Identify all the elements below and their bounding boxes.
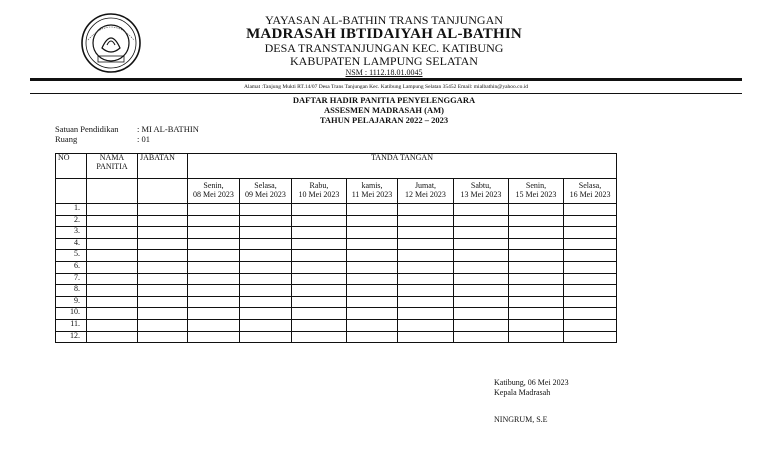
table-row [56,227,617,239]
signature-role: Kepala Madrasah [494,387,551,397]
row-number: 1. [56,204,87,216]
table-row [56,331,617,343]
title-line-1: DAFTAR HADIR PANITIA PENYELENGGARA [292,95,476,105]
foundation-name: YAYASAN AL-BATHIN TRANS TANJUNGAN [265,13,503,27]
days-blank-cell [56,179,87,204]
day-header-cell: Senin, 15 Mei 2023 [509,179,564,204]
table-days-row [56,179,617,204]
satuan-value: : MI AL-BATHIN [137,124,199,134]
row-number: 5. [56,250,87,262]
header-jabatan: JABATAN [138,154,188,179]
day-header-cell: Selasa, 09 Mei 2023 [240,179,292,204]
table-body [56,204,617,343]
row-number: 9. [56,296,87,308]
ruang-label: Ruang [55,134,78,145]
nsm-line: NSM : 1112.18.01.0045 [345,67,423,77]
village-line: DESA TRANSTANJUNGAN KEC. KATIBUNG [264,41,504,56]
days-blank-cell [87,179,138,204]
row-number: 3. [56,227,87,239]
day-header-cell: Jumat, 12 Mei 2023 [398,179,454,204]
row-number: 2. [56,215,87,227]
table-row [56,250,617,262]
table-row [56,308,617,320]
header-tanda-tangan: TANDA TANGAN [188,154,617,179]
letterhead-divider-thin [30,93,742,94]
row-number: 8. [56,285,87,297]
row-number: 12. [56,331,87,343]
header-nama-panitia: NAMA PANITIA [87,154,138,179]
table-row [56,319,617,331]
table-header-row [56,154,617,179]
header-no: NO [56,154,87,179]
school-address: Alamat :Tanjung Mukti RT.14/07 Desa Trans Tanjungan Kec. Katibung Lampung Selatan 35452 Email: mialbathin@yahoo.co.id [243,84,529,90]
satuan-label: Satuan Pendidikan [55,124,119,134]
day-header-cell: Selasa, 16 Mei 2023 [564,179,617,204]
day-header-cell: Sabtu, 13 Mei 2023 [454,179,509,204]
ruang-value: : 01 [137,134,150,145]
letterhead-divider-thick [30,78,742,81]
school-logo-seal [80,12,142,74]
day-header-cell: Rabu, 10 Mei 2023 [292,179,347,204]
table-row [56,215,617,227]
row-number: 10. [56,308,87,320]
row-number: 6. [56,261,87,273]
document-title [200,96,568,125]
row-number: 11. [56,319,87,331]
days-blank-cell [138,179,188,204]
regency-line: KABUPATEN LAMPUNG SELATAN [290,53,478,68]
document-meta [55,124,199,144]
table-row [56,261,617,273]
title-line-3: TAHUN PELAJARAN 2022 – 2023 [319,114,449,125]
title-line-2: ASSESMEN MADRASAH (AM) [324,104,444,115]
table-row [56,204,617,216]
row-number: 7. [56,273,87,285]
letterhead [160,14,608,77]
row-number: 4. [56,238,87,250]
signature-block [494,378,569,425]
attendance-table [55,153,617,343]
table-row [56,273,617,285]
school-name: MADRASAH IBTIDAIYAH AL-BATHIN [246,25,522,42]
table-row [56,285,617,297]
signature-place-date: Katibung, 06 Mei 2023 [494,378,569,387]
table-row [56,238,617,250]
table-row [56,296,617,308]
signatory-name: NINGRUM, S.E [494,415,548,425]
day-header-cell: kamis, 11 Mei 2023 [347,179,398,204]
day-header-cell: Senin, 08 Mei 2023 [188,179,240,204]
